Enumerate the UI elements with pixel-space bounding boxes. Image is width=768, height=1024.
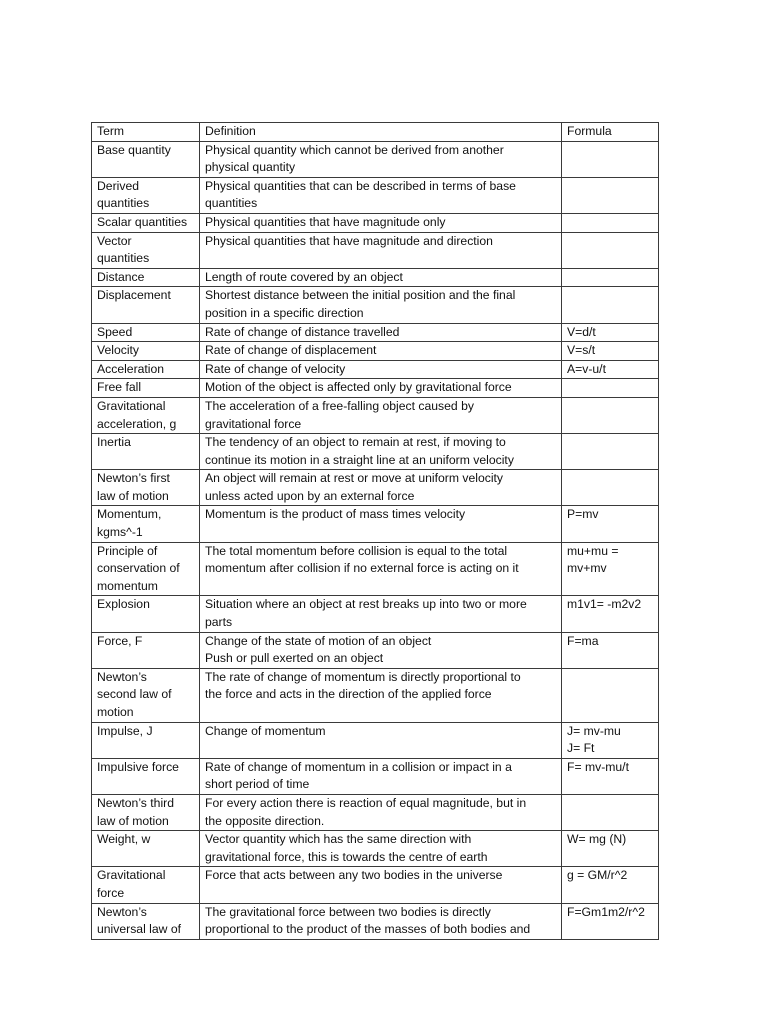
table-row bbox=[92, 323, 659, 342]
definition-line: Physical quantity which cannot be derived from another bbox=[205, 142, 504, 157]
term-line: Momentum, bbox=[97, 507, 162, 522]
formula-cell bbox=[562, 232, 659, 268]
formula-line: A=v-u/t bbox=[567, 361, 606, 376]
definition-line: Rate of change of displacement bbox=[205, 343, 377, 358]
formula-line: V=d/t bbox=[567, 324, 596, 339]
formula-cell bbox=[562, 506, 659, 542]
formula-cell bbox=[562, 470, 659, 506]
header-definition: Definition bbox=[200, 123, 562, 142]
term-line: conservation of bbox=[97, 561, 180, 576]
formula-cell bbox=[562, 434, 659, 470]
formula-cell bbox=[562, 758, 659, 794]
definition-line: Force that acts between any two bodies in the universe bbox=[205, 868, 503, 883]
term-line: force bbox=[97, 885, 125, 900]
definition-line: The tendency of an object to remain at rest, if moving to bbox=[205, 435, 506, 450]
definition-cell bbox=[200, 668, 562, 722]
term-line: Gravitational bbox=[97, 868, 166, 883]
term-cell bbox=[92, 794, 200, 830]
definition-line: The gravitational force between two bodies is directly bbox=[205, 904, 491, 919]
definition-cell bbox=[200, 542, 562, 596]
term-line: Impulse, J bbox=[97, 723, 153, 738]
term-cell bbox=[92, 758, 200, 794]
definition-line: Situation where an object at rest breaks up into two or more bbox=[205, 597, 527, 612]
term-cell bbox=[92, 177, 200, 213]
table-row bbox=[92, 722, 659, 758]
table-row bbox=[92, 831, 659, 867]
table-row bbox=[92, 177, 659, 213]
physics-terms-table bbox=[91, 122, 659, 940]
definition-line: Rate of change of velocity bbox=[205, 361, 346, 376]
definition-line: The acceleration of a free-falling object caused by bbox=[205, 398, 474, 413]
term-line: Newton’s bbox=[97, 669, 147, 684]
table-row bbox=[92, 232, 659, 268]
definition-line: the opposite direction. bbox=[205, 813, 325, 828]
definition-line: Physical quantities that have magnitude only bbox=[205, 214, 446, 229]
formula-cell bbox=[562, 596, 659, 632]
table-row bbox=[92, 397, 659, 433]
term-line: Acceleration bbox=[97, 361, 165, 376]
definition-line: Motion of the object is affected only by gravitational force bbox=[205, 380, 512, 395]
definition-cell bbox=[200, 287, 562, 323]
formula-cell bbox=[562, 268, 659, 287]
formula-line: J= Ft bbox=[567, 741, 595, 756]
term-cell bbox=[92, 342, 200, 361]
formula-cell bbox=[562, 287, 659, 323]
definition-line: Shortest distance between the initial position and the final bbox=[205, 288, 516, 303]
definition-line: quantities bbox=[205, 196, 258, 211]
term-cell bbox=[92, 141, 200, 177]
formula-line: g = GM/r^2 bbox=[567, 868, 628, 883]
table-row bbox=[92, 867, 659, 903]
definition-cell bbox=[200, 722, 562, 758]
definition-cell bbox=[200, 867, 562, 903]
term-line: momentum bbox=[97, 578, 158, 593]
term-line: Principle of bbox=[97, 543, 158, 558]
formula-cell bbox=[562, 360, 659, 379]
formula-cell bbox=[562, 722, 659, 758]
term-cell bbox=[92, 287, 200, 323]
formula-cell bbox=[562, 342, 659, 361]
table-row bbox=[92, 596, 659, 632]
formula-cell bbox=[562, 397, 659, 433]
definition-line: An object will remain at rest or move at uniform velocity bbox=[205, 471, 504, 486]
definition-line: unless acted upon by an external force bbox=[205, 488, 415, 503]
term-line: law of motion bbox=[97, 813, 169, 828]
term-cell bbox=[92, 668, 200, 722]
table-header-row bbox=[92, 123, 659, 142]
definition-cell bbox=[200, 213, 562, 232]
formula-line: m1v1= -m2v2 bbox=[567, 597, 642, 612]
term-line: quantities bbox=[97, 251, 150, 266]
definition-line: The rate of change of momentum is directly proportional to bbox=[205, 669, 521, 684]
definition-line: Vector quantity which has the same direction with bbox=[205, 832, 472, 847]
formula-line: W= mg (N) bbox=[567, 832, 627, 847]
definition-cell bbox=[200, 268, 562, 287]
term-cell bbox=[92, 632, 200, 668]
definition-line: The total momentum before collision is equal to the total bbox=[205, 543, 508, 558]
term-line: law of motion bbox=[97, 488, 169, 503]
definition-cell bbox=[200, 632, 562, 668]
term-cell bbox=[92, 470, 200, 506]
term-line: Free fall bbox=[97, 380, 142, 395]
term-cell bbox=[92, 867, 200, 903]
formula-cell bbox=[562, 903, 659, 939]
definition-cell bbox=[200, 342, 562, 361]
definition-cell bbox=[200, 903, 562, 939]
formula-cell bbox=[562, 831, 659, 867]
formula-cell bbox=[562, 668, 659, 722]
term-cell bbox=[92, 323, 200, 342]
table-row bbox=[92, 542, 659, 596]
definition-cell bbox=[200, 379, 562, 398]
term-line: Scalar quantities bbox=[97, 214, 188, 229]
term-line: Displacement bbox=[97, 288, 171, 303]
definition-line: proportional to the product of the masses of both bodies and bbox=[205, 922, 531, 937]
definition-line: Momentum is the product of mass times velocity bbox=[205, 507, 466, 522]
definition-line: Physical quantities that can be described in terms of base bbox=[205, 178, 516, 193]
table-row bbox=[92, 794, 659, 830]
formula-line: P=mv bbox=[567, 507, 599, 522]
term-line: Weight, w bbox=[97, 832, 151, 847]
definition-cell bbox=[200, 470, 562, 506]
table-row bbox=[92, 141, 659, 177]
term-line: universal law of bbox=[97, 922, 181, 937]
table-row bbox=[92, 342, 659, 361]
definition-line: Rate of change of distance travelled bbox=[205, 324, 400, 339]
definition-line: continue its motion in a straight line at an uniform velocity bbox=[205, 452, 514, 467]
definition-cell bbox=[200, 434, 562, 470]
formula-cell bbox=[562, 323, 659, 342]
formula-cell bbox=[562, 632, 659, 668]
table-row bbox=[92, 379, 659, 398]
definition-cell bbox=[200, 141, 562, 177]
term-cell bbox=[92, 542, 200, 596]
formula-cell bbox=[562, 379, 659, 398]
term-cell bbox=[92, 379, 200, 398]
definition-line: Change of momentum bbox=[205, 723, 326, 738]
term-line: second law of bbox=[97, 687, 172, 702]
definition-line: Push or pull exerted on an object bbox=[205, 651, 384, 666]
formula-line: F= mv-mu/t bbox=[567, 759, 629, 774]
definition-line: Rate of change of momentum in a collision or impact in a bbox=[205, 759, 512, 774]
definition-cell bbox=[200, 177, 562, 213]
term-line: Base quantity bbox=[97, 142, 171, 157]
term-cell bbox=[92, 722, 200, 758]
definition-line: gravitational force bbox=[205, 416, 302, 431]
term-cell bbox=[92, 360, 200, 379]
definition-cell bbox=[200, 794, 562, 830]
definition-line: physical quantity bbox=[205, 160, 296, 175]
term-line: acceleration, g bbox=[97, 416, 177, 431]
term-cell bbox=[92, 506, 200, 542]
term-line: Gravitational bbox=[97, 398, 166, 413]
definition-line: momentum after collision if no external force is acting on it bbox=[205, 561, 519, 576]
definition-cell bbox=[200, 758, 562, 794]
formula-line: F=ma bbox=[567, 633, 599, 648]
definition-line: short period of time bbox=[205, 777, 310, 792]
table-row bbox=[92, 213, 659, 232]
term-line: Force, F bbox=[97, 633, 143, 648]
term-cell bbox=[92, 213, 200, 232]
term-cell bbox=[92, 903, 200, 939]
formula-cell bbox=[562, 542, 659, 596]
term-line: Explosion bbox=[97, 597, 150, 612]
definition-line: parts bbox=[205, 615, 233, 630]
term-cell bbox=[92, 434, 200, 470]
formula-cell bbox=[562, 794, 659, 830]
formula-line: V=s/t bbox=[567, 343, 596, 358]
term-cell bbox=[92, 831, 200, 867]
definition-cell bbox=[200, 506, 562, 542]
header-term: Term bbox=[92, 123, 200, 142]
definition-cell bbox=[200, 397, 562, 433]
term-line: Derived bbox=[97, 178, 139, 193]
formula-cell bbox=[562, 213, 659, 232]
term-line: Speed bbox=[97, 324, 133, 339]
term-line: Newton’s bbox=[97, 904, 147, 919]
term-line: Impulsive force bbox=[97, 759, 179, 774]
definition-line: gravitational force, this is towards the centre of earth bbox=[205, 849, 488, 864]
term-cell bbox=[92, 596, 200, 632]
term-cell bbox=[92, 268, 200, 287]
formula-cell bbox=[562, 177, 659, 213]
table-row bbox=[92, 632, 659, 668]
term-line: Newton’s first bbox=[97, 471, 170, 486]
header-formula: Formula bbox=[562, 123, 659, 142]
definition-line: Length of route covered by an object bbox=[205, 269, 403, 284]
formula-line: J= mv-mu bbox=[567, 723, 621, 738]
definition-line: position in a specific direction bbox=[205, 305, 364, 320]
table-row bbox=[92, 360, 659, 379]
table-row bbox=[92, 758, 659, 794]
formula-line: mu+mu = bbox=[567, 543, 619, 558]
term-cell bbox=[92, 397, 200, 433]
definition-line: the force and acts in the direction of the applied force bbox=[205, 687, 492, 702]
term-line: Vector bbox=[97, 233, 132, 248]
formula-line: F=Gm1m2/r^2 bbox=[567, 904, 645, 919]
table-row bbox=[92, 287, 659, 323]
definition-cell bbox=[200, 323, 562, 342]
table-row bbox=[92, 506, 659, 542]
term-line: Distance bbox=[97, 269, 145, 284]
definition-line: For every action there is reaction of equal magnitude, but in bbox=[205, 795, 527, 810]
term-line: Velocity bbox=[97, 343, 140, 358]
table-row bbox=[92, 903, 659, 939]
term-line: Newton’s third bbox=[97, 795, 174, 810]
formula-cell bbox=[562, 867, 659, 903]
table-row bbox=[92, 434, 659, 470]
formula-line: mv+mv bbox=[567, 561, 607, 576]
term-line: quantities bbox=[97, 196, 150, 211]
term-cell bbox=[92, 232, 200, 268]
definition-cell bbox=[200, 232, 562, 268]
definition-line: Physical quantities that have magnitude and direction bbox=[205, 233, 493, 248]
definition-line: Change of the state of motion of an object bbox=[205, 633, 432, 648]
definition-cell bbox=[200, 360, 562, 379]
definition-cell bbox=[200, 831, 562, 867]
term-line: kgms^-1 bbox=[97, 525, 143, 540]
term-line: motion bbox=[97, 705, 134, 719]
formula-cell bbox=[562, 141, 659, 177]
table-row bbox=[92, 668, 659, 722]
table-row bbox=[92, 268, 659, 287]
table-body bbox=[92, 123, 659, 940]
definition-cell bbox=[200, 596, 562, 632]
table-row bbox=[92, 470, 659, 506]
term-line: Inertia bbox=[97, 435, 131, 450]
